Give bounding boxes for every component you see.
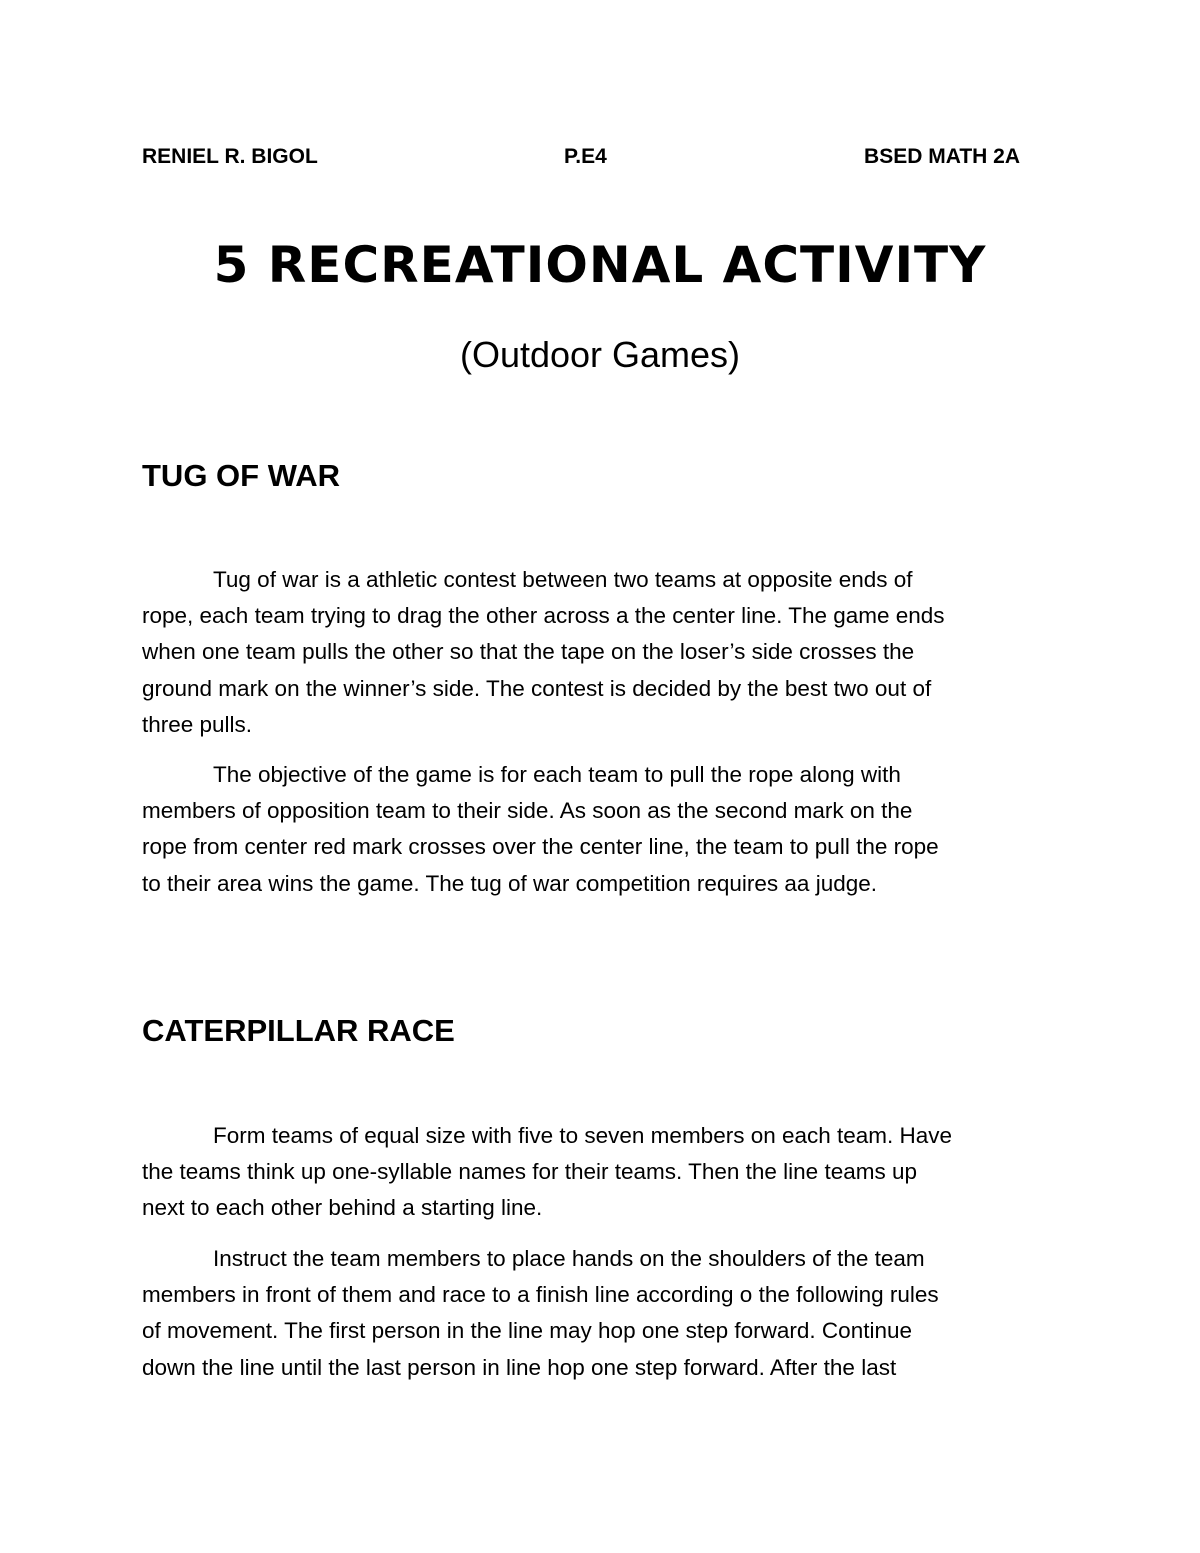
paragraph-line: Form teams of equal size with five to seven members on each team. Have — [213, 1123, 953, 1148]
paragraph-line: three pulls. — [142, 711, 253, 737]
paragraph-line: members of opposition team to their side. As soon as the second mark on the — [142, 798, 913, 824]
paragraph-line: next to each other behind a starting line. — [142, 1195, 543, 1221]
paragraph-line: Tug of war is a athletic contest between two teams at opposite ends of — [213, 567, 913, 592]
course-code: P.E4 — [564, 145, 607, 168]
paragraph-line: rope, each team trying to drag the other across a the center line. The game ends — [142, 603, 945, 629]
section-heading-tug-of-war: TUG OF WAR — [142, 458, 341, 493]
paragraph-line: rope from center red mark crosses over the center line, the team to pull the rope — [142, 834, 939, 860]
student-name: RENIEL R. BIGOL — [142, 145, 318, 168]
paragraph-line: Instruct the team members to place hands on the shoulders of the team — [213, 1246, 925, 1271]
paragraph-line: to their area wins the game. The tug of war competition requires aa judge. — [142, 870, 877, 896]
paragraph-line: down the line until the last person in line hop one step forward. After the last — [142, 1354, 897, 1380]
paragraph-line: ground mark on the winner’s side. The contest is decided by the best two out of — [142, 675, 932, 701]
class-section: BSED MATH 2A — [864, 145, 1020, 168]
document-header — [142, 145, 1020, 177]
paragraph-line: The objective of the game is for each team to pull the rope along with — [213, 762, 901, 787]
paragraph — [142, 562, 1052, 743]
paragraph — [142, 1118, 1052, 1227]
paragraph-line: members in front of them and race to a finish line according o the following rules — [142, 1282, 939, 1308]
paragraph — [142, 757, 1052, 902]
paragraph-line: the teams think up one-syllable names for their teams. Then the line teams up — [142, 1159, 917, 1185]
document-title: 5 RECREATIONAL ACTIVITY — [213, 236, 987, 294]
paragraph — [142, 1241, 1052, 1386]
document-subtitle: (Outdoor Games) — [459, 334, 741, 375]
section-heading-caterpillar-race: CATERPILLAR RACE — [142, 1013, 455, 1048]
paragraph-line: of movement. The first person in the line may hop one step forward. Continue — [142, 1318, 912, 1344]
paragraph-line: when one team pulls the other so that the tape on the loser’s side crosses the — [142, 639, 915, 665]
